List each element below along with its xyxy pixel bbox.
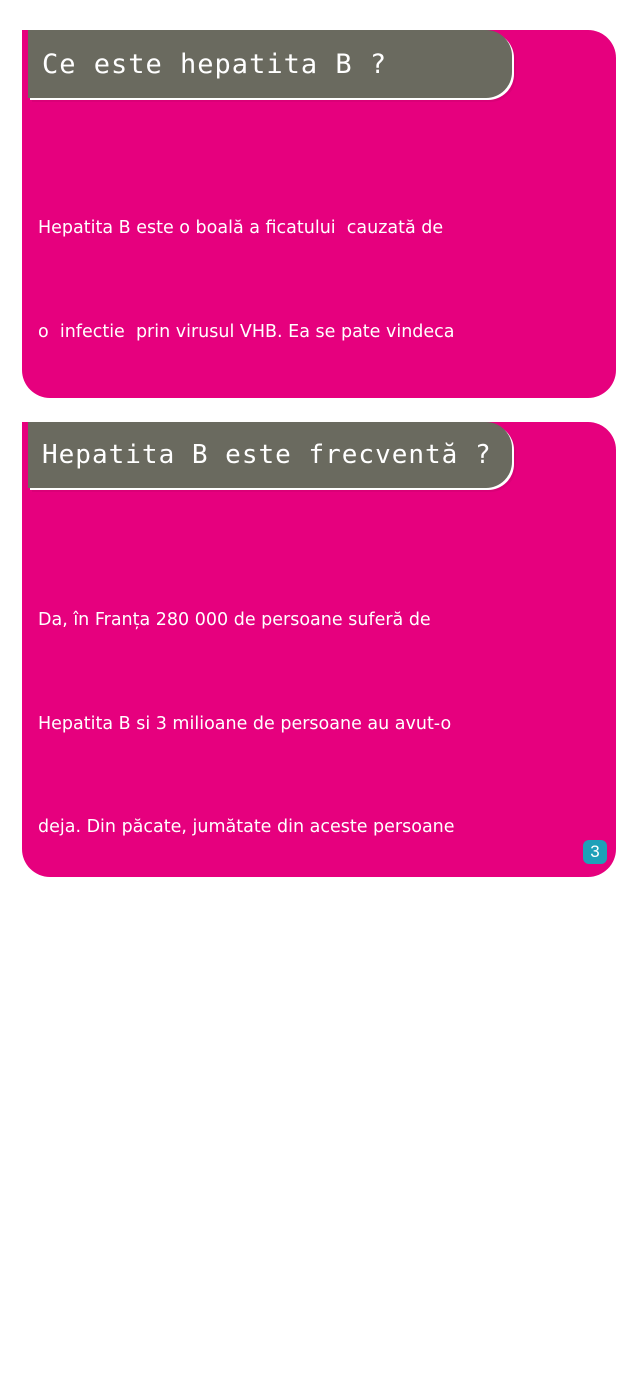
paragraph-line: de persoane infectate au o hepatita B cronica. — [38, 1334, 445, 1355]
paragraph-line: Hepatita B si 3 milioane de persoane au avut-o — [38, 713, 452, 734]
page-number-badge — [583, 840, 607, 864]
section-body-frequency — [38, 534, 475, 1397]
section-heading-what-is — [28, 30, 512, 98]
paragraph-line: Da, în Franța 280 000 de persoane suferă de — [38, 610, 431, 630]
paragraph-line: deja. Din păcate, jumătate din aceste persoane — [38, 817, 455, 837]
paragraph-line: nu au făcut un test de depistare si nu ştiu că sunt — [38, 920, 475, 941]
heading-text: Ce este hepatita B ? — [42, 48, 388, 80]
section-heading-frequency — [28, 422, 512, 488]
heading-text: Hepatita B este frecventă ? — [42, 440, 492, 470]
paragraph-line: frecventă deoarece se consideră că 350 milioane — [38, 1231, 476, 1251]
page-number: 3 — [590, 842, 600, 861]
paragraph-line: o infectie prin virusul VHB. Ea se pate vindeca — [38, 321, 455, 342]
paragraph-line: purtători de virus. — [38, 1024, 196, 1044]
paragraph-line: Hepatita B este o boală a ficatului cauzată de — [38, 218, 444, 238]
paragraph-line: La nivel mondial, această boală este foarte — [38, 1127, 422, 1148]
